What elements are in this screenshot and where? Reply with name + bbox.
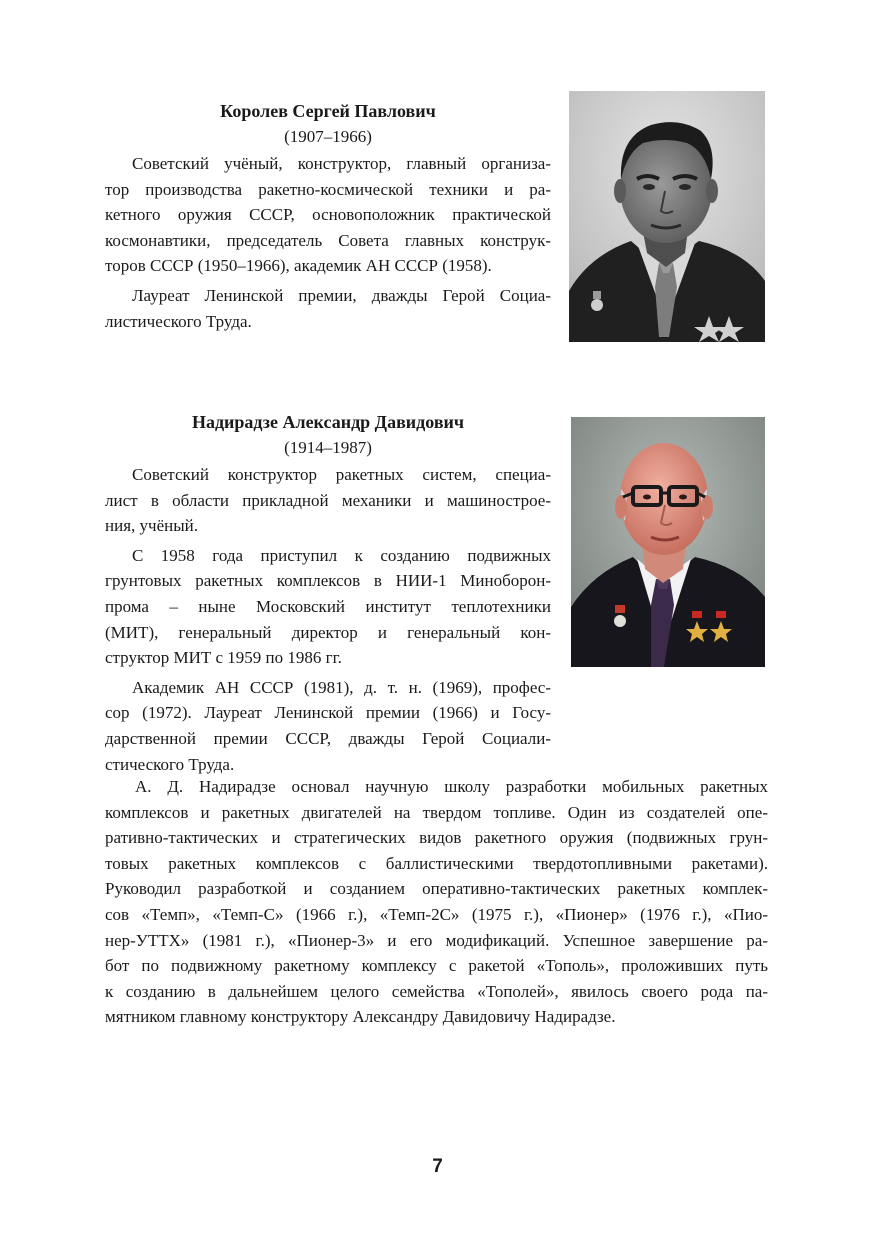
text-line: прома – ныне Московский институт теплотехники <box>105 596 551 616</box>
bio-nadiradze-paragraph-2 <box>105 543 551 671</box>
korolev-portrait-photo <box>569 91 765 342</box>
text-line: грунтовых ракетных комплексов в НИИ-1 Миноборон- <box>105 571 551 591</box>
bio-korolev-name: Королев Сергей Павлович <box>220 101 436 121</box>
bio-nadiradze <box>105 412 551 777</box>
text-line: кетного оружия СССР, основоположник практической <box>105 205 551 225</box>
text-line: Руководил разработкой и созданием оперативно-тактических ракетных комплек- <box>105 879 768 899</box>
text-line: листического Труда. <box>105 311 252 331</box>
page-number: 7 <box>432 1156 443 1177</box>
text-line: дарственной премии СССР, дважды Герой Социали- <box>105 728 551 748</box>
bio-korolev-years: (1907–1966) <box>284 127 372 146</box>
text-line: тор производства ракетно-космической техники и ра- <box>105 179 551 199</box>
text-line: ния, учёный. <box>105 516 198 536</box>
nadiradze-portrait-photo <box>571 417 765 667</box>
text-line: стического Труда. <box>105 754 235 774</box>
bio-korolev-paragraph-1 <box>105 151 551 279</box>
text-line: Советский конструктор ракетных систем, специа- <box>132 465 551 484</box>
bio-nadiradze-paragraph-1 <box>105 462 551 539</box>
bio-korolev-paragraph-2 <box>105 283 551 334</box>
text-line: сов «Темп», «Темп-С» (1966 г.), «Темп-2С» (1975 г.), «Пионер» (1976 г.), «Пио- <box>105 904 768 924</box>
text-line: Лауреат Ленинской премии, дважды Герой Социа- <box>132 285 551 305</box>
text-line: лист в области прикладной механики и машинострое- <box>105 490 551 510</box>
text-line: товых ракетных комплексов с баллистическими твердотопливными ракетами). <box>105 853 768 873</box>
text-line: структор МИТ с 1959 по 1986 гг. <box>105 648 342 668</box>
text-line: космонавтики, председатель Совета главных конструк- <box>105 230 551 250</box>
text-line: А. Д. Надирадзе основал научную школу разработки мобильных ракетных <box>135 777 768 796</box>
text-line: к созданию в дальнейшем целого семейства «Тополей», явилось своего рода па- <box>105 981 768 1001</box>
text-line: комплексов и ракетных двигателей на твердом топливе. Один из создателей опе- <box>105 802 768 822</box>
bio-nadiradze-years: (1914–1987) <box>284 438 372 457</box>
text-line: (МИТ), генеральный директор и генеральный кон- <box>105 622 551 642</box>
text-line: Советский учёный, конструктор, главный организа- <box>132 154 551 173</box>
text-line: ративно-тактических и стратегических видов ракетного оружия (подвижных грун- <box>105 828 768 848</box>
bio-nadiradze-name: Надирадзе Александр Давидович <box>191 412 465 432</box>
text-line: мятником главному конструктору Александру Давидовичу Надирадзе. <box>105 1007 616 1027</box>
text-line: нер-УТТХ» (1981 г.), «Пионер-3» и его модификаций. Успешное завершение ра- <box>105 930 768 950</box>
body-paragraph <box>105 774 768 1030</box>
text-line: Академик АН СССР (1981), д. т. н. (1969), профес- <box>132 677 551 697</box>
bio-korolev <box>105 101 551 334</box>
text-line: С 1958 года приступил к созданию подвижных <box>132 545 551 565</box>
text-line: сор (1972). Лауреат Ленинской премии (1966) и Госу- <box>105 703 551 723</box>
bio-nadiradze-paragraph-3 <box>105 675 551 777</box>
text-line: торов СССР (1950–1966), академик АН СССР (1958). <box>105 256 492 276</box>
text-line: бот по подвижному ракетному комплексу с ракетой «Тополь», проложивших путь <box>105 956 768 976</box>
